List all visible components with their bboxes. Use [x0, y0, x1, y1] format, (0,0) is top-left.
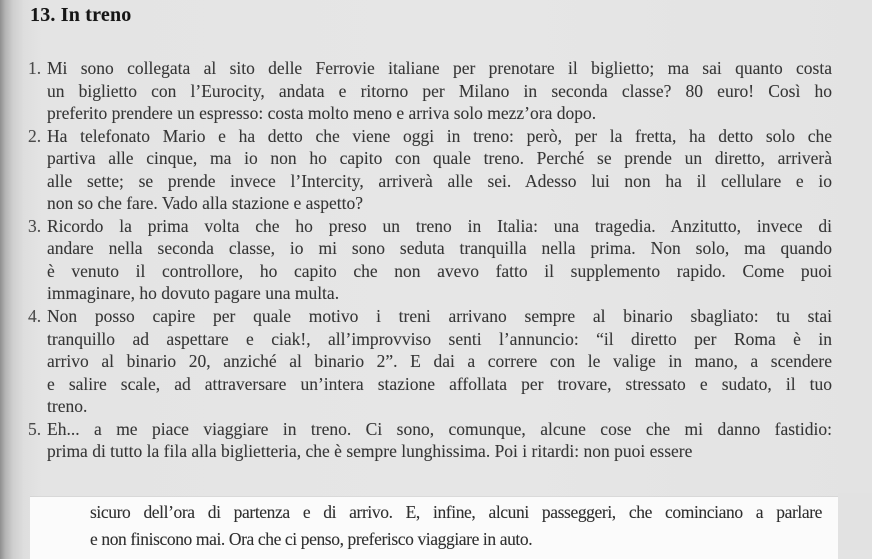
list-item-number: 3.: [28, 215, 42, 236]
list-item-line: Ha telefonato Mario e ha detto che viene oggi in treno: però, per la fretta, ha detto solo che: [47, 125, 832, 146]
list-item: [28, 125, 832, 215]
list-item-text: [47, 57, 832, 125]
list-item-line: Non posso capire per quale motivo i treni arrivano sempre al binario sbagliato: tu stai: [47, 306, 832, 327]
section-title: 13. In treno: [30, 4, 132, 26]
list-item-line: treno.: [47, 396, 88, 417]
list-item-line: arrivo al binario 20, anziché al binario 2”. E dai a correre con le valige in mano, a scendere: [47, 351, 832, 372]
list-item-line: andare nella seconda classe, io mi sono seduta tranquilla nella prima. Non solo, ma quando: [47, 238, 832, 259]
list-item-line: Eh... a me piace viaggiare in treno. Ci sono, comunque, alcune cose che mi danno fastidio:: [47, 418, 832, 439]
list-item-line: tranquillo ad aspettare e ciak!, all’improvviso senti l’annuncio: “il diretto per Roma è in: [47, 328, 832, 349]
list-item-line: immaginare, ho dovuto pagare una multa.: [47, 283, 340, 304]
passage-list: [28, 57, 832, 463]
list-item-number: 1.: [28, 58, 42, 78]
list-item-number: 5.: [28, 418, 42, 439]
list-item-line: preferito prendere un espresso: costa molto meno e arriva solo mezz’ora dopo.: [47, 103, 597, 124]
list-item-text: [47, 215, 832, 305]
list-item: [28, 418, 832, 463]
list-item: [28, 305, 832, 418]
list-item-number: 4.: [28, 306, 42, 327]
list-item: [28, 215, 832, 305]
list-item-text: [47, 305, 832, 418]
list-item-line: Ricordo la prima volta che ho preso un treno in Italia: una tragedia. Anzitutto, invece di: [47, 215, 832, 236]
list-item-line: un biglietto con l’Eurocity, andata e ritorno per Milano in seconda classe? 80 euro! Così ho: [47, 80, 832, 101]
list-item-line: partiva alle cinque, ma io non ho capito con quale treno. Perché se prende un diretto, arriverà: [47, 148, 832, 169]
continuation-block: [90, 499, 822, 553]
continuation-line: sicuro dell’ora di partenza e di arrivo. E, infine, alcuni passeggeri, che cominciano a parlare: [90, 502, 822, 522]
list-item: [28, 57, 832, 125]
list-item-text: [47, 125, 832, 215]
list-item-line: e salire scale, ad attraversare un’intera stazione affollata per trovare, stressato e sudato, il tuo: [47, 373, 832, 394]
list-item-number: 2.: [28, 125, 42, 146]
continuation-line: e non finiscono mai. Ora che ci penso, preferisco viaggiare in auto.: [90, 529, 533, 549]
list-item-line: Mi sono collegata al sito delle Ferrovie italiane per prenotare il biglietto; ma sai quanto costa: [47, 58, 832, 78]
list-item-line: non so che fare. Vado alla stazione e aspetto?: [47, 193, 364, 214]
list-item-line: alle sette; se prende invece l’Intercity, arriverà alle sei. Adesso lui non ha il cellulare e io: [47, 170, 832, 191]
scan-corner-artifact: [838, 493, 872, 550]
list-item-line: prima di tutto la fila alla biglietteria, che è sempre lunghissima. Poi i ritardi: non puoi essere: [47, 441, 693, 462]
list-item-text: [47, 418, 832, 463]
list-item-line: è venuto il controllore, ho capito che non avevo fatto il supplemento rapido. Come puoi: [47, 260, 832, 281]
